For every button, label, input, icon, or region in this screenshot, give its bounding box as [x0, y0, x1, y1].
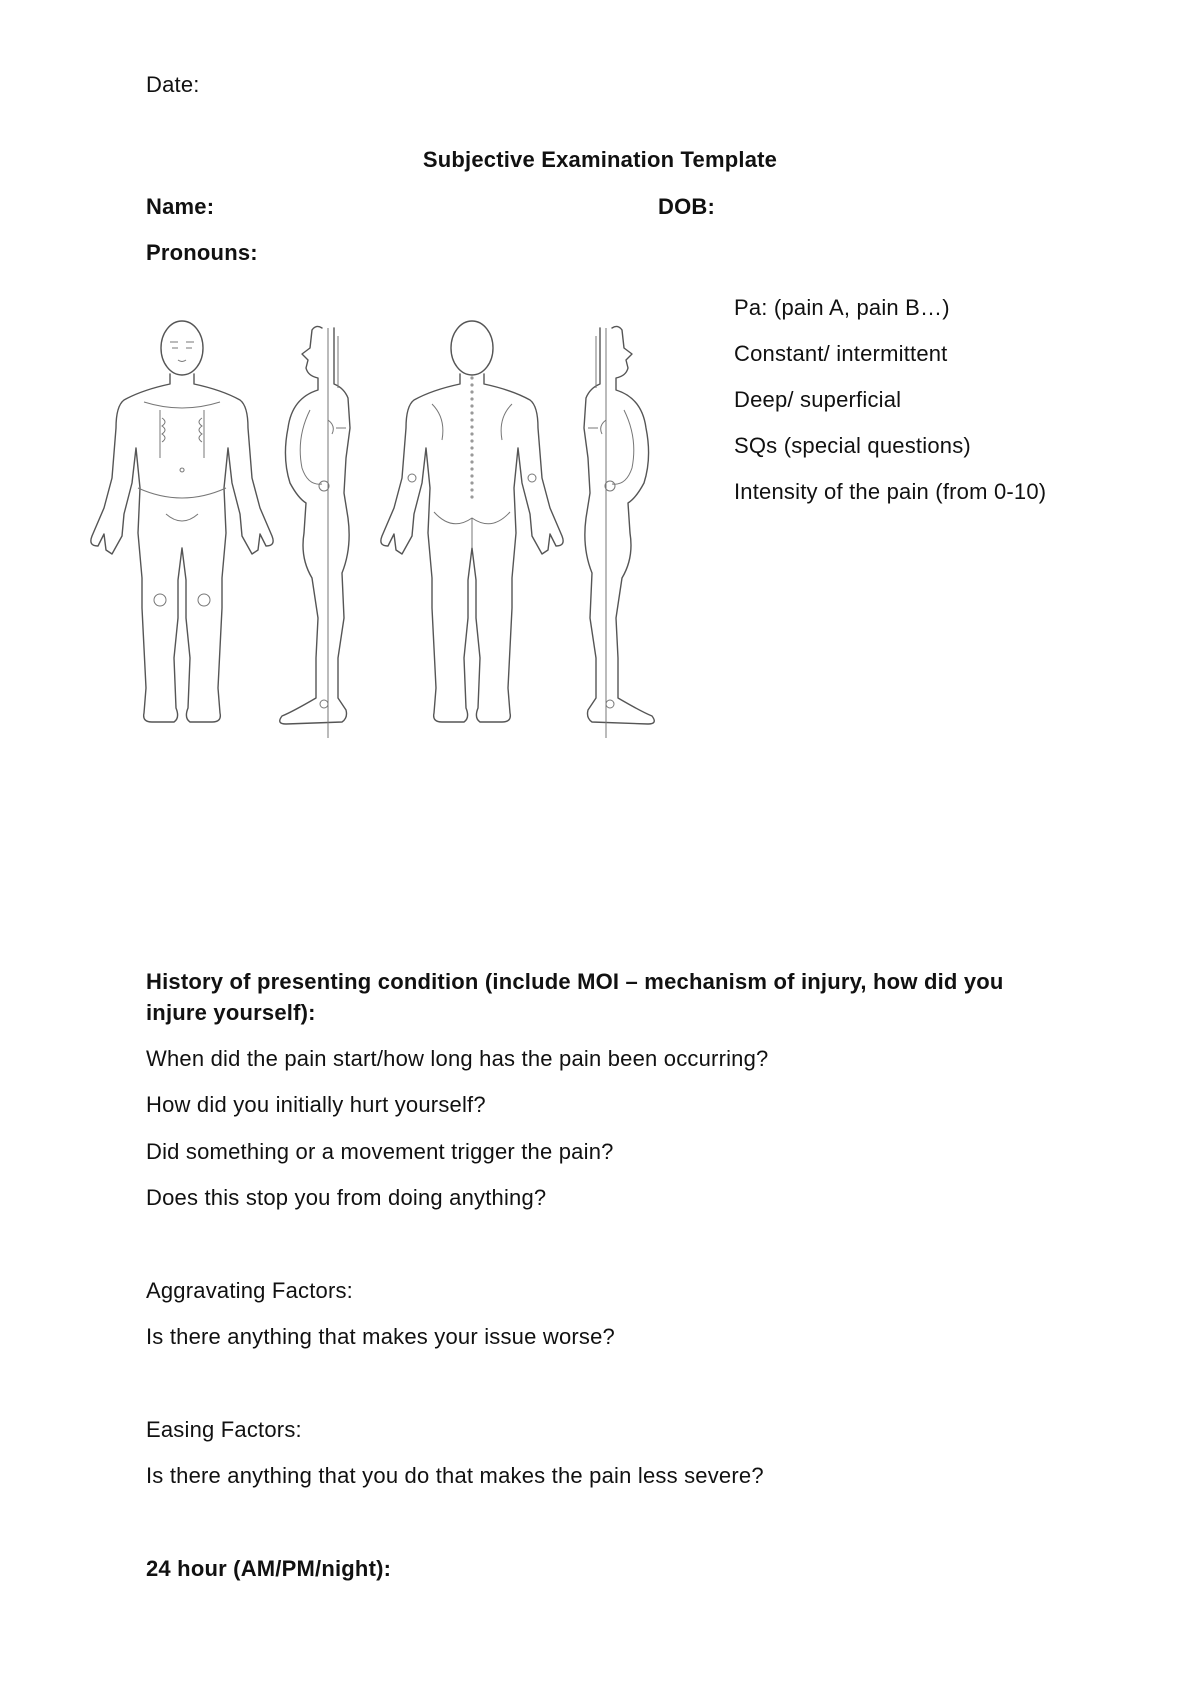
pain-field-list [734, 295, 1054, 525]
body-left-side-figure [584, 326, 654, 738]
spine-dots [470, 376, 473, 498]
pain-field-special-questions: SQs (special questions) [734, 433, 971, 458]
easing-factors-label: Easing Factors: [146, 1417, 302, 1442]
history-question-injury: How did you initially hurt yourself? [146, 1092, 486, 1117]
aggravating-factors-question: Is there anything that makes your issue worse? [146, 1324, 615, 1349]
pain-field-intensity: Intensity of the pain (from 0-10) [734, 479, 1047, 504]
dob-label: DOB: [658, 194, 716, 219]
history-question-onset: When did the pain start/how long has the pain been occurring? [146, 1046, 769, 1071]
page-title-text: Subjective Examination Template [422, 147, 778, 172]
pain-field-depth: Deep/ superficial [734, 387, 902, 412]
body-front-figure [91, 321, 273, 722]
name-label: Name: [146, 194, 215, 219]
pain-field-constancy: Constant/ intermittent [734, 341, 948, 366]
pronouns-label: Pronouns: [146, 240, 258, 265]
twenty-four-hour-label: 24 hour (AM/PM/night): [146, 1556, 392, 1581]
date-label: Date: [146, 72, 200, 97]
body-back-figure [381, 321, 563, 722]
pain-field-areas: Pa: (pain A, pain B…) [734, 295, 950, 320]
body-right-side-figure [280, 326, 350, 738]
body-chart-diagram [82, 318, 682, 758]
history-heading: History of presenting condition (include MOI – mechanism of injury, how did you injure yourself): [146, 969, 1004, 1025]
easing-factors-question: Is there anything that you do that makes the pain less severe? [146, 1463, 764, 1488]
page-title [0, 147, 1200, 173]
history-question-trigger: Did something or a movement trigger the pain? [146, 1139, 614, 1164]
aggravating-factors-label: Aggravating Factors: [146, 1278, 353, 1303]
history-question-limitation: Does this stop you from doing anything? [146, 1185, 547, 1210]
